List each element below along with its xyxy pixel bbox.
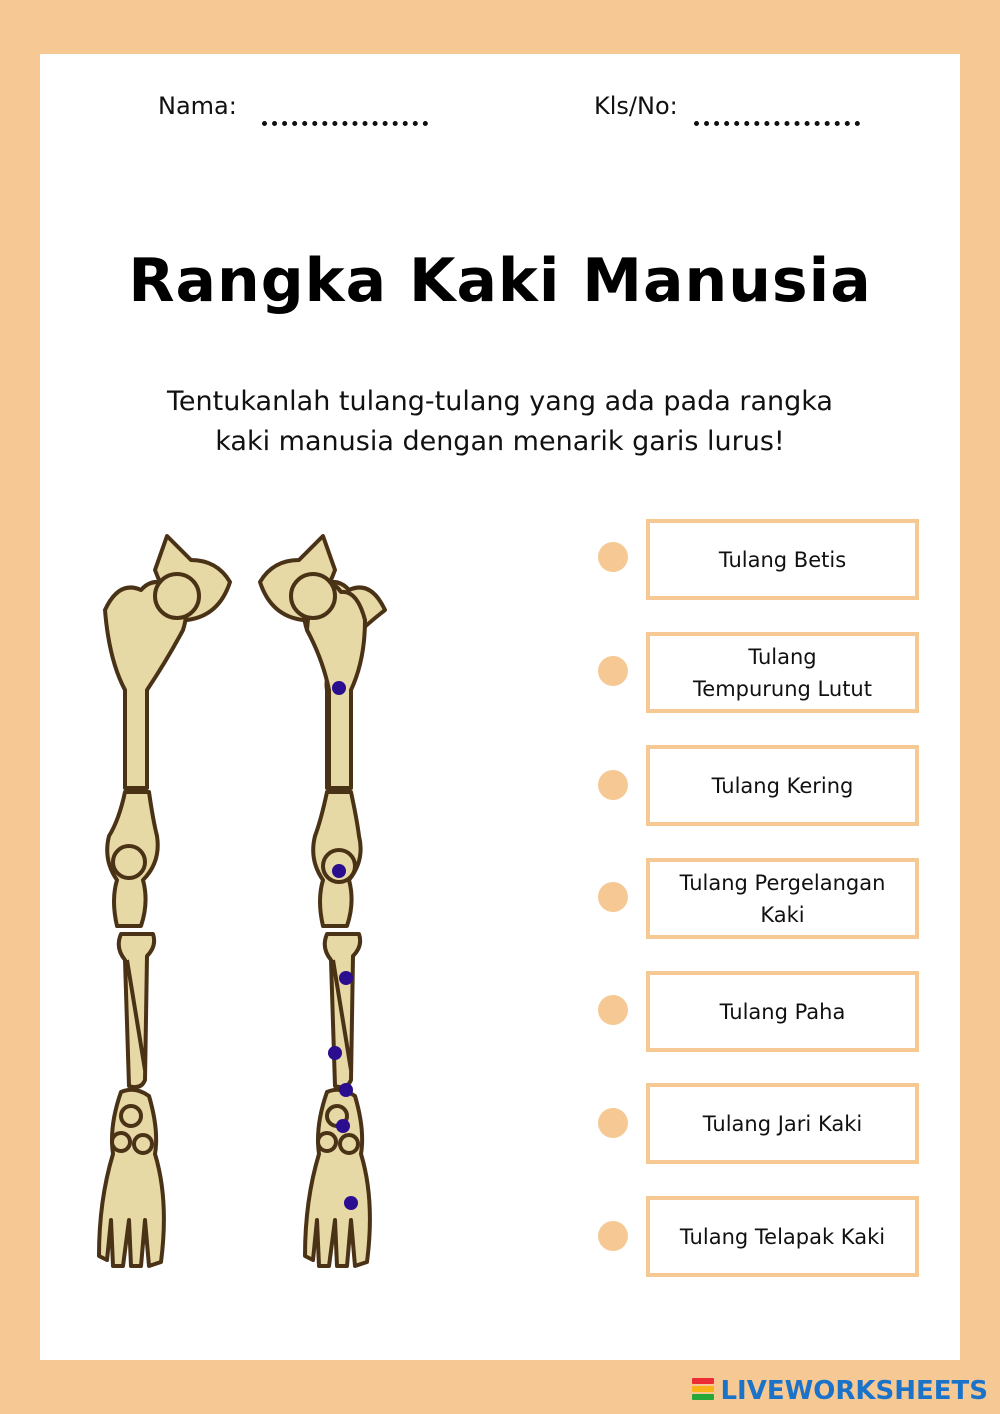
label-box-7 (646, 1196, 919, 1277)
target-point-toes[interactable] (344, 1196, 358, 1210)
answer-dot-6[interactable] (598, 1108, 628, 1138)
target-point-calf[interactable] (328, 1046, 342, 1060)
label-box-3 (646, 745, 919, 826)
brand-mark-icon (692, 1378, 714, 1404)
target-point-kneecap[interactable] (332, 864, 346, 878)
label-text: Tempurung Lutut (693, 676, 872, 701)
answer-dot-3[interactable] (598, 770, 628, 800)
answer-dot-2[interactable] (598, 656, 628, 686)
class-number-field[interactable] (694, 108, 860, 126)
class-number-label: Kls/No: (594, 92, 678, 120)
label-text: Tulang Kering (711, 773, 854, 798)
label-box-2 (646, 632, 919, 713)
label-text: Tulang Paha (719, 999, 846, 1024)
answer-dot-4[interactable] (598, 882, 628, 912)
name-field[interactable] (262, 108, 428, 126)
instruction-line-2: kaki manusia dengan menarik garis lurus! (215, 426, 785, 457)
instruction-line-1: Tentukanlah tulang-tulang yang ada pada rangka (167, 386, 833, 417)
answer-dot-7[interactable] (598, 1221, 628, 1251)
label-text: Tulang Jari Kaki (702, 1111, 863, 1136)
label-box-4 (646, 858, 919, 939)
target-point-sole[interactable] (336, 1119, 350, 1133)
brand-logo (692, 1374, 988, 1408)
answer-dot-5[interactable] (598, 995, 628, 1025)
label-text: Tulang Betis (718, 547, 847, 572)
label-box-6 (646, 1083, 919, 1164)
label-text: Tulang (748, 644, 817, 669)
label-box-5 (646, 971, 919, 1052)
page-title: Rangka Kaki Manusia (128, 246, 872, 316)
right-leg (260, 536, 385, 1266)
brand-name: LIVEWORKSHEETS (720, 1376, 988, 1406)
target-point-ankle[interactable] (339, 1083, 353, 1097)
left-leg (99, 536, 230, 1266)
name-label: Nama: (158, 92, 237, 120)
label-text: Kaki (760, 902, 805, 927)
leg-skeleton-illustration (95, 530, 395, 1280)
answer-dot-1[interactable] (598, 542, 628, 572)
target-point-shin[interactable] (339, 971, 353, 985)
label-text: Tulang Pergelangan (679, 870, 886, 895)
target-point-thigh[interactable] (332, 681, 346, 695)
label-box-1 (646, 519, 919, 600)
label-text: Tulang Telapak Kaki (679, 1224, 886, 1249)
instruction-text (80, 382, 920, 462)
